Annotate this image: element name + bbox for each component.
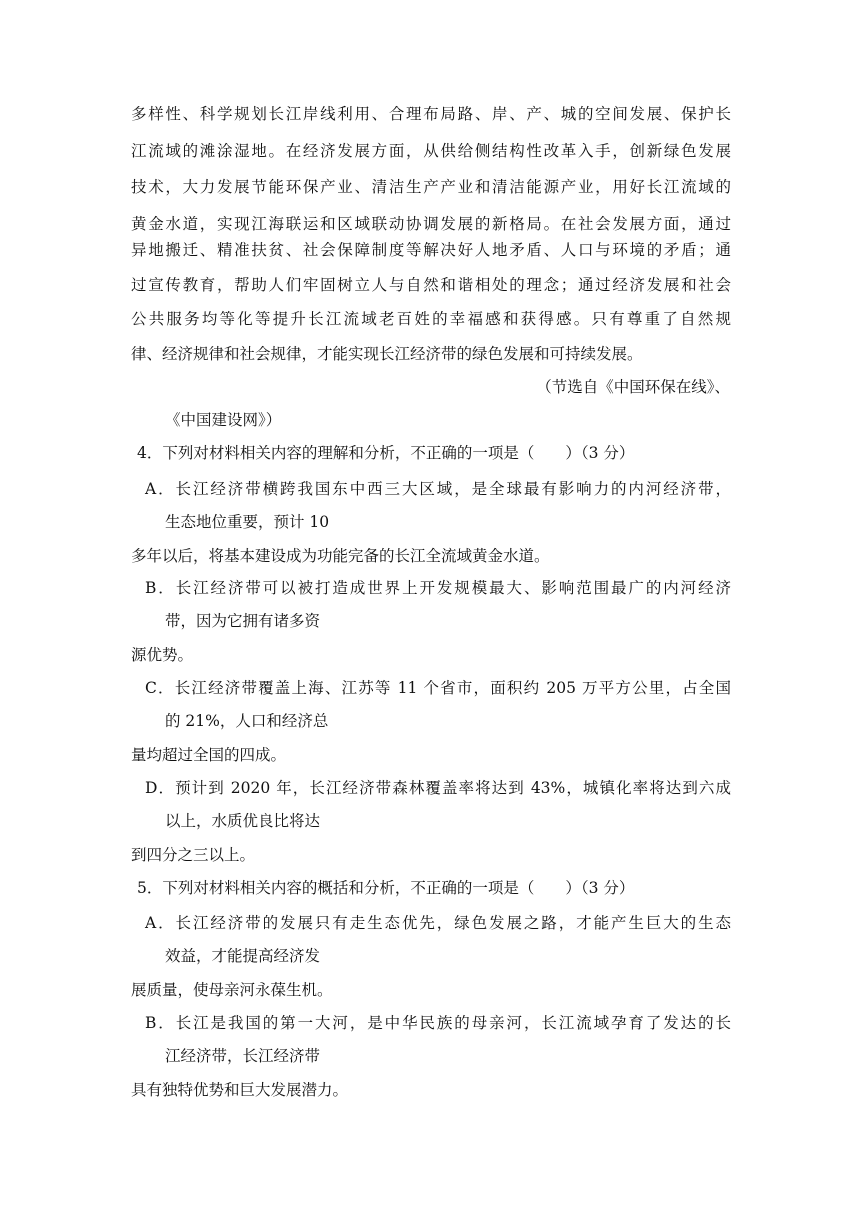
question-5-option-a-cont: 展质量，使母亲河永葆生机。 [131, 981, 333, 999]
question-4-option-d-cont: 以上，水质优良比将达 [165, 812, 321, 830]
source-citation: （节选自《中国环保在线》、 [536, 378, 730, 396]
question-4-option-a-cont: 生态地位重要，预计 10 [165, 513, 330, 531]
question-4-option-d-cont: 到四分之三以上。 [131, 846, 256, 864]
question-4-option-c-cont: 的 21%，人口和经济总 [165, 712, 329, 730]
question-4-stem: 4．下列对材料相关内容的理解和分析，不正确的一项是（ ）（3 分） [137, 444, 635, 462]
question-4-option-c-cont: 量均超过全国的四成。 [131, 746, 287, 764]
passage-line: 江流域的滩涂湿地。在经济发展方面，从供给侧结构性改革入手，创新绿色发展 [131, 142, 731, 160]
passage-line: 技术，大力发展节能环保产业、清洁生产产业和清洁能源产业，用好长江流域的 [131, 178, 731, 196]
question-5-stem: 5．下列对材料相关内容的概括和分析，不正确的一项是（ ）（3 分） [137, 879, 635, 897]
passage-line: 过宣传教育，帮助人们牢固树立人与自然和谐相处的理念；通过经济发展和社会 [131, 276, 731, 294]
question-4-option-b-cont: 带，因为它拥有诸多资 [165, 612, 321, 630]
question-4-option-d: D．预计到 2020 年，长江经济带森林覆盖率将达到 43%，城镇化率将达到六成 [145, 779, 731, 797]
passage-line: 律、经济规律和社会规律，才能实现长江经济带的绿色发展和可持续发展。 [131, 345, 643, 363]
passage-line: 黄金水道，实现江海联运和区域联动协调发展的新格局。在社会发展方面，通过 [131, 215, 731, 233]
question-5-option-b-cont: 具有独特优势和巨大发展潜力。 [131, 1081, 349, 1099]
passage-line: 公共服务均等化等提升长江流域老百姓的幸福感和获得感。只有尊重了自然规 [131, 310, 731, 328]
passage-line: 异地搬迁、精准扶贫、社会保障制度等解决好人地矛盾、人口与环境的矛盾；通 [131, 241, 731, 259]
question-5-option-b: B．长江是我国的第一大河，是中华民族的母亲河，长江流域孕育了发达的长 [145, 1014, 731, 1032]
question-4-option-b-cont: 源优势。 [131, 646, 194, 664]
passage-line: 多样性、科学规划长江岸线利用、合理布局路、岸、产、城的空间发展、保护长 [131, 105, 731, 123]
question-5-option-a-cont: 效益，才能提高经济发 [165, 947, 321, 965]
source-citation-continued: 《中国建设网》） [165, 411, 282, 429]
question-4-option-a: A．长江经济带横跨我国东中西三大区域，是全球最有影响力的内河经济带， [145, 480, 731, 498]
question-4-option-a-cont: 多年以后，将基本建设成为功能完备的长江全流域黄金水道。 [131, 547, 550, 565]
question-4-option-c: C．长江经济带覆盖上海、江苏等 11 个省市，面积约 205 万平方公里，占全国 [145, 679, 731, 697]
question-4-option-b: B．长江经济带可以被打造成世界上开发规模最大、影响范围最广的内河经济 [145, 579, 731, 597]
question-5-option-a: A．长江经济带的发展只有走生态优先，绿色发展之路，才能产生巨大的生态 [145, 914, 731, 932]
question-5-option-b-cont: 江经济带，长江经济带 [165, 1047, 321, 1065]
